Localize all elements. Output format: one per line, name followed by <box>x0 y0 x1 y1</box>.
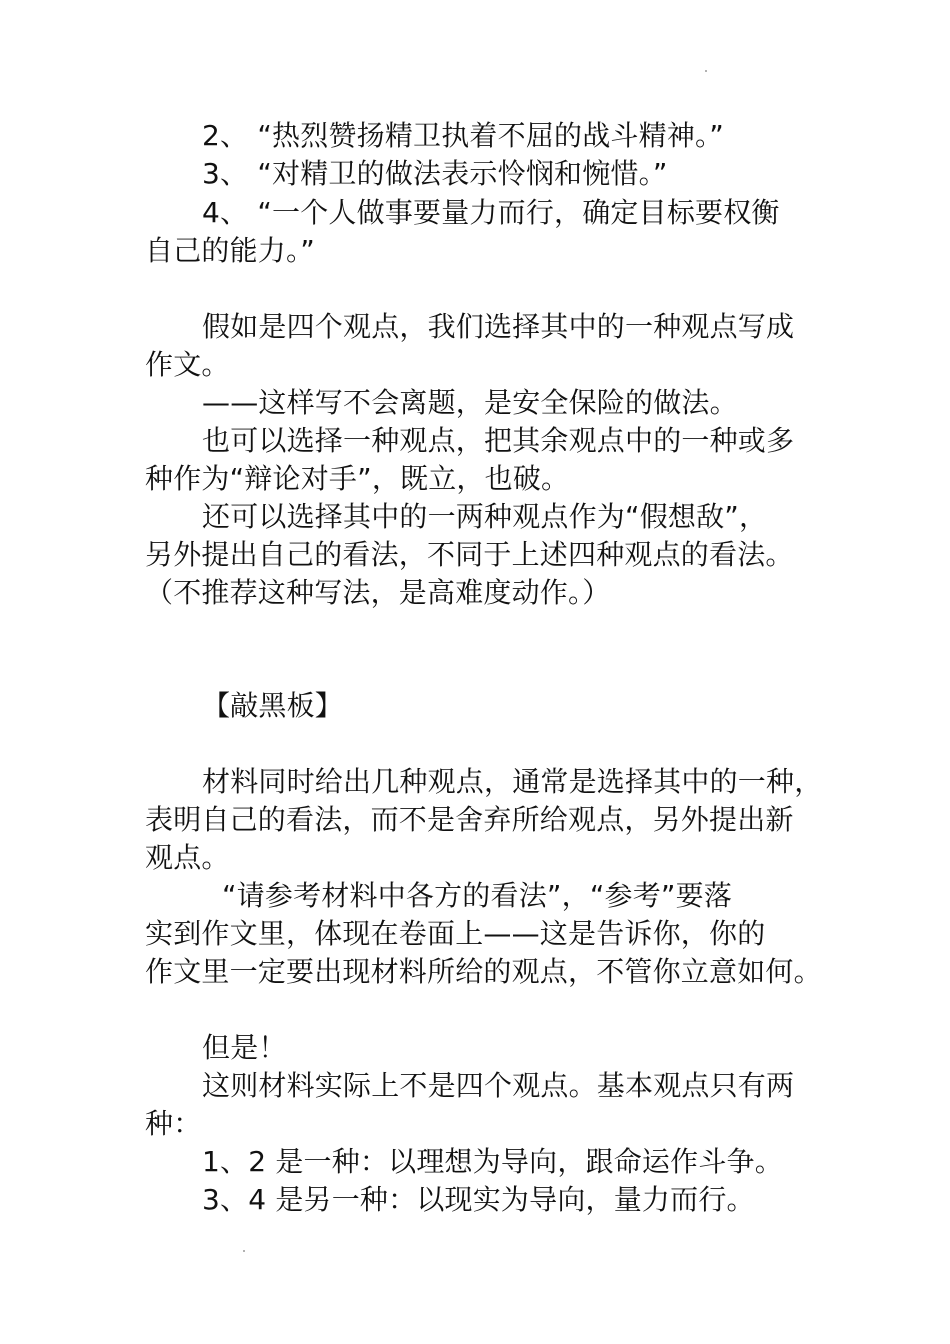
paragraph-line: “请参考材料中各方的看法”，“参考”要落 <box>222 879 733 912</box>
paragraph-line: 观点。 <box>145 841 230 874</box>
viewpoint-4-line-1: 4、 “一个人做事要量力而行，确定目标要权衡 <box>202 196 780 229</box>
paragraph-line: 另外提出自己的看法，不同于上述四种观点的看法。 <box>145 538 794 571</box>
paragraph-line: 作文。 <box>145 348 230 381</box>
section-heading: 【敲黑板】 <box>202 689 344 722</box>
viewpoint-summary-2: 3、4 是另一种：以现实为导向，量力而行。 <box>202 1183 755 1216</box>
paragraph-line: 假如是四个观点，我们选择其中的一种观点写成 <box>202 310 795 343</box>
paragraph-line: 材料同时给出几种观点，通常是选择其中的一种， <box>202 765 823 798</box>
paragraph-line: 这则材料实际上不是四个观点。基本观点只有两 <box>202 1069 795 1102</box>
viewpoint-summary-1: 1、2 是一种：以理想为导向，跟命运作斗争。 <box>202 1145 783 1178</box>
paragraph-line: 还可以选择其中的一两种观点作为“假想敌”， <box>202 500 768 533</box>
paragraph-line: 但是！ <box>202 1031 287 1064</box>
scan-speck <box>705 70 707 72</box>
paragraph-line: 也可以选择一种观点，把其余观点中的一种或多 <box>202 424 795 457</box>
viewpoint-3: 3、 “对精卫的做法表示怜悯和惋惜。” <box>202 157 668 190</box>
paragraph-line: 实到作文里，体现在卷面上——这是告诉你，你的 <box>145 917 766 950</box>
paragraph-line: （不推荐这种写法，是高难度动作。） <box>145 576 611 609</box>
paragraph-line: 种： <box>145 1107 202 1140</box>
viewpoint-2: 2、 “热烈赞扬精卫执着不屈的战斗精神。” <box>202 119 724 152</box>
paragraph-line: 作文里一定要出现材料所给的观点，不管你立意如何。 <box>145 955 822 988</box>
scan-speck <box>243 1250 245 1252</box>
viewpoint-4-line-2: 自己的能力。” <box>145 234 315 267</box>
paragraph-line: ——这样写不会离题，是安全保险的做法。 <box>202 386 738 419</box>
paragraph-line: 表明自己的看法，而不是舍弃所给观点，另外提出新 <box>145 803 794 836</box>
paragraph-line: 种作为“辩论对手”，既立，也破。 <box>145 462 570 495</box>
